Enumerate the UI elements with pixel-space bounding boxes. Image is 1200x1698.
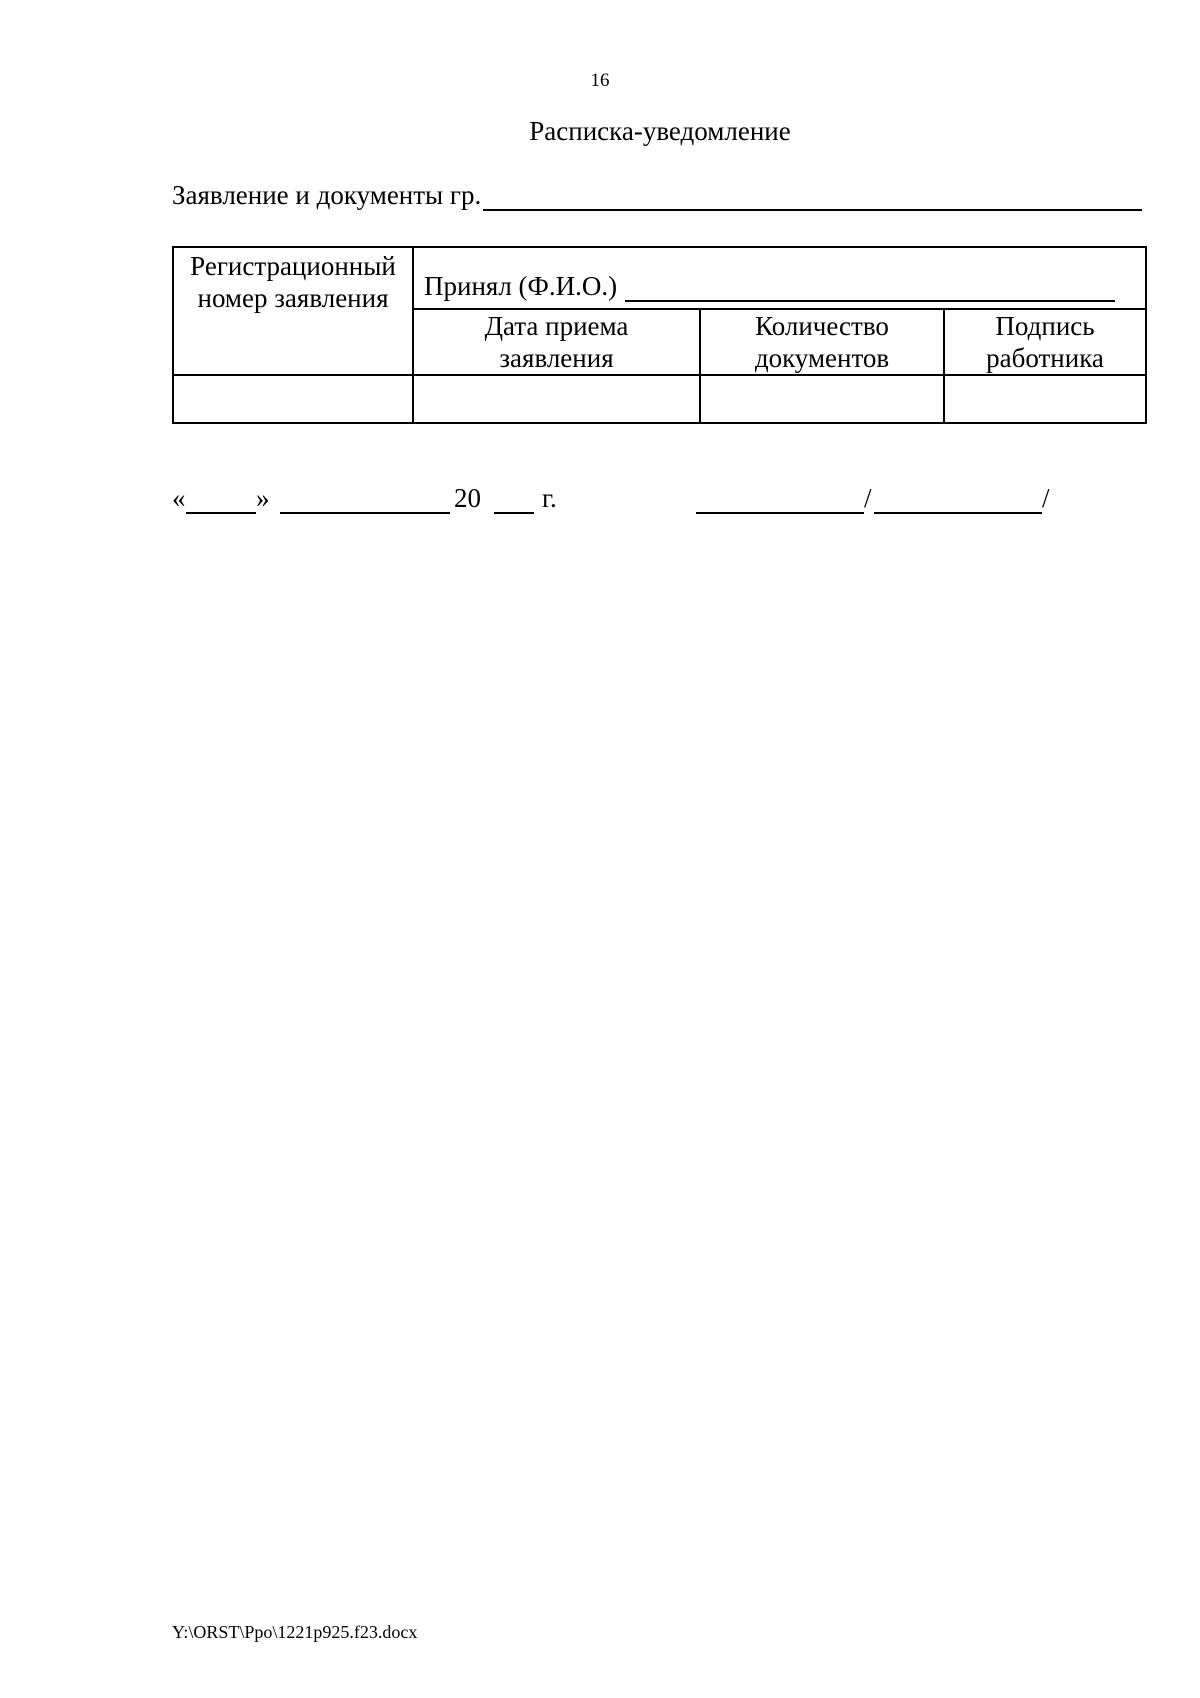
year-suffix: г. (542, 483, 557, 513)
table-row (173, 247, 1146, 309)
table-row (173, 375, 1146, 423)
close-quote: » (256, 483, 270, 513)
column-header-date (413, 309, 700, 375)
registration-number-cell (173, 375, 413, 423)
accepted-by-cell (413, 247, 1146, 309)
document-count-cell (700, 375, 944, 423)
registration-header-line1: Регистрационный (190, 251, 396, 281)
page-number: 16 (590, 70, 610, 91)
registration-header-line2: номер заявления (197, 283, 389, 313)
column-header-count (700, 309, 944, 375)
statement-label: Заявление и документы гр. (172, 180, 482, 210)
signature-blank (696, 486, 864, 514)
employee-signature-cell (944, 375, 1146, 423)
day-blank (186, 486, 256, 514)
column-header-signature (944, 309, 1146, 375)
column-header-signature-line2: работника (986, 343, 1104, 373)
column-header-count-line2: документов (754, 343, 890, 373)
month-blank (280, 486, 450, 514)
receipt-date-cell (413, 375, 700, 423)
statement-line (172, 180, 1142, 211)
accepted-by-blank (625, 276, 1115, 302)
receipt-table (172, 246, 1147, 424)
registration-header-cell (173, 247, 413, 375)
footer-file-path: Y:\ORST\Ppo\1221p925.f23.docx (172, 1622, 418, 1642)
open-quote: « (172, 483, 186, 513)
signature-slash-1: / (864, 483, 872, 513)
document-title: Расписка-уведомление (529, 116, 791, 146)
signature-slash-2: / (1042, 483, 1050, 513)
year-blank (494, 486, 534, 514)
date-signature-line (172, 478, 1072, 514)
column-header-date-line2: заявления (499, 343, 614, 373)
column-header-signature-line1: Подпись (995, 311, 1095, 341)
column-header-count-line1: Количество (755, 311, 889, 341)
year-prefix: 20 (454, 483, 481, 513)
column-header-date-line1: Дата приема (484, 311, 629, 341)
applicant-name-blank (483, 185, 1142, 211)
accepted-by-label: Принял (Ф.И.О.) (424, 271, 618, 301)
signature-name-blank (874, 486, 1042, 514)
